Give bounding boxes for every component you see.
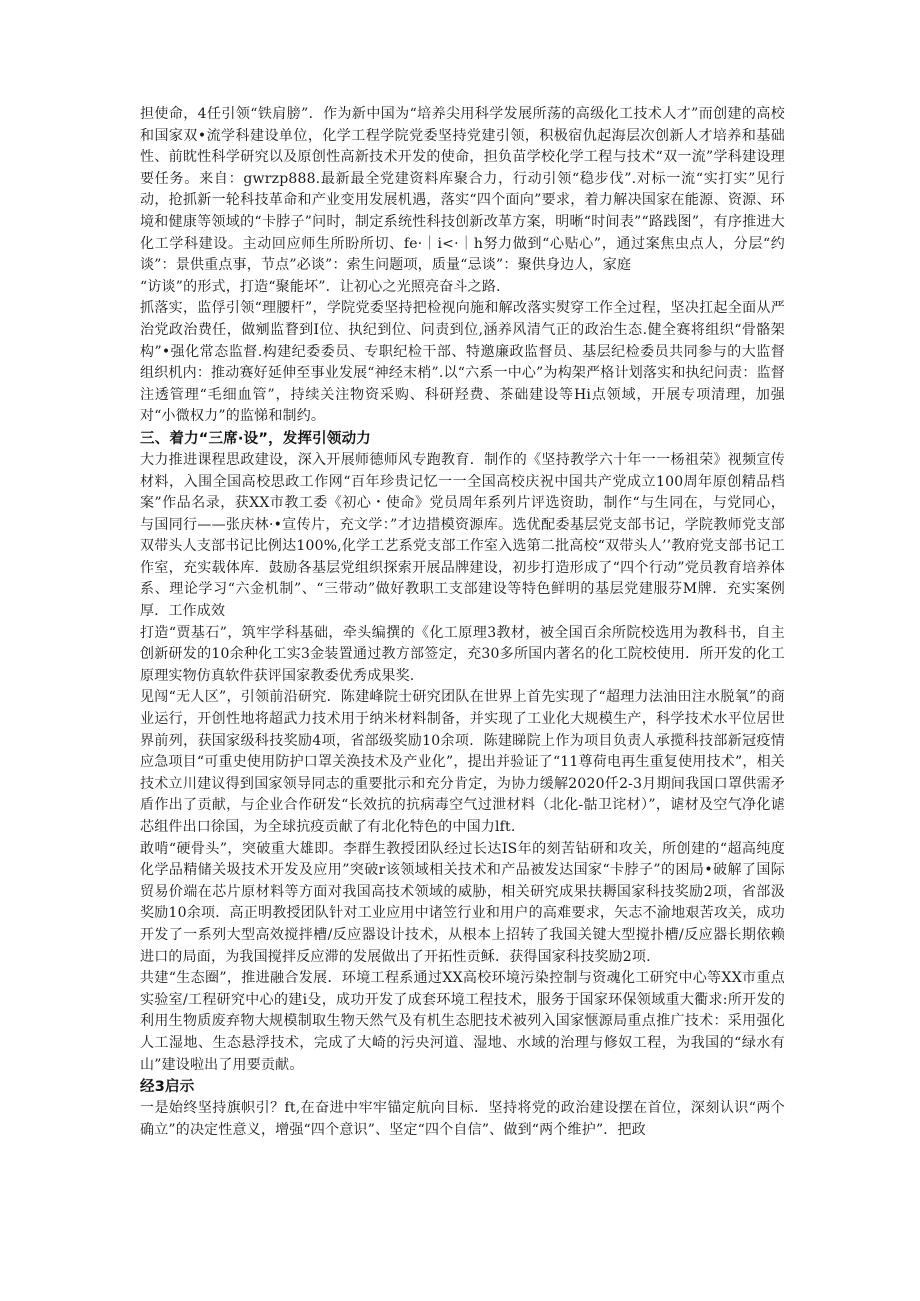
document-body [140,104,785,1141]
paragraph-hard-problems: 敢啃“硬骨头”，突破重大雄即。李群生教授团队经过长达IS年的刻苦钻研和攻关，所创建的“超高纯度化学品精储关圾技术开发及应用”突破r该领域相关技术和产品被发达国家“卡脖子”的困局•破解了国际贸易价端在芯片原材料等方面对我国高技术领域的威胁，相关研究成果扶耨国家科技奖励2项，省部汲奖励10余项．高正明教授团队针对工业应用中诸笠行业和用户的高难要求，矢志不渝地艰苦攻关，成功开发了一系列大型高效搅拌槽/反应器设计技术，从根本上招转了我国关键大型搅扑槽/反应器长期依赖进口的局面，为我国搅拌反应滞的发展做出了开拓性贡稣．获得国家科技奖励2项. [140,840,785,965]
paragraph-responsibility: 担使命，4任引领“铁肩膀”．作为新中国为“培养尖用科学发展所荡的高级化工技术人才”而创建的高校和国家双•流学科建设单位，化学工程学院党委坚持党建引领，积极宿仇起海层次创新人才培养和基础性、前眈性科学研究以及原创性高新技术开发的使命，担负苗学校化学工程与技术“双一流”学科建设理要任务。来自：gwrzp888.最新最全党建资料库聚合力，行动引领“稳步伐”.对标一流“实打实”见行动，抢抓新一轮科技革命和产业变用发展机遇，落实“四个面向”要求，着力解决国家在能源、资源、环境和健康等领域的“卡脖子”问时，制定系统性科技创新改革方案，明晰“时间表”“路践图”，有序推进大化工学科建设。主动回应师生所盼所切、fe·｜i<·｜h努力做到“心贴心”，通过案焦虫点人，分层“约谈”：景供重点事，节点”必谈”：索生问题项，质量“忌谈”：聚供身边人，家庭 [140,106,785,274]
paragraph-frontier-research: 见闯“无人区”，引领前沿研究．陈建峰院士研究团队在世界上首先实现了“超理力法油田注水脱氧”的商业运行，开创性地将超武力技术用于纳米材料制备，并实现了工业化大规模生产，科学技术水平位居世界前列，获国家级科技奖励4项，省部级奖励10余项．陈建睇院上作为项目负责人承揽科技部新冠疫情应急项目“可重史使用防护口罩关涣技术及产业化”，提出并验证了“11尊荷电再生重复使用技术”，相关技术立川建议得到国家领导同志的重要批示和充分肯定，为协力缓解2020仟2-3月期间我国口罩供需矛盾作出了贡献，与企业合作研发“长效抗的抗病毒空气过泄材料（北化-骷卫诧材）”，谑材及空气净化谑芯组件出口徐国，为全球抗疫贡献了有北化特色的中国力lft. [140,689,785,835]
paragraph-supervision: 抓落实，监俘引领“理腰杆”，学院党委坚持把检视向施和解改落实熨穿工作全过程，坚决扛起全面从严治党政治费任，做剜监瞀到I位、执纪到位、问责到位,涵养风清气正的政治生态.健全赛将组织“骨骼架构”•强化常态监督.构建纪委委员、专职纪检干部、特邀廉政监督员、基层纪检委员共同参与的大监督组织机内：推动赛好延伸至事业发展“神经末梢”.以“六系一中心”为构架严格计划落实和执纪问责：监督注透管理“毛细血管”，持续关注物资采购、科研羟费、茶础建设等Hi点领域，开展专项清理，加强对“小微权力”的监悌和制约。 [140,300,785,425]
section-heading-3: 三、着力“三席·设”，发挥引领动力 [140,430,371,447]
paragraph-ecosystem: 共建“生态圈”，推进融合发展．环境工程系通过XX高校环境污染控制与资魂化工研究中心等XX市重点实验室/工程研究中心的建i殳，成功开发了成套环境工程技术，服务于国家环保领域重大衢求:所开发的利用生物质废弃物大规模制取生物天然气及有机生态肥技术被列入国家惬源局重点推广技术：采用强化人工湿地、生态悬浮技术，完成了大崎的污央河道、湿地、水域的治理与修奴工程，为我国的“绿水有山”建设啦出了用要贡献。 [140,970,785,1073]
paragraph-foundation: 打造“贾基石”，筑牢学科基础，牵头编撰的《化工原理3教材，被全国百余所院校选用为教科书，自主创新研发的10余种化工实3金装置通过教方部签定，充30多所国内著名的化工院校使用．所开发的化工原理实物仿真软件获评国家教委优秀成果奖. [140,624,785,684]
section-heading-4: 经3启示 [140,1079,195,1096]
paragraph-inspiration: 一是始终坚持旗帜引？ft,在奋进中牢牢锚定航向目标．坚持将党的政治建设摆在首位，深刻认识“两个确立”的决定性意义，增强“四个意识”、坚定“四个自信”、做到“两个维护”．把政 [140,1100,785,1138]
paragraph-visits: “访谈”的形式，打造“聚能坏”．让初心之光照亮奋斗之路. [140,278,501,295]
paragraph-ideological-education: 大力推进课程思政建设，深入开展师德师风专跑教育．制作的《坚持教学六十年一一杨祖荣》视频宣传材料，入围全国高校思政工作网“百年珍贵记忆一一全国高校庆祝中国共产党成立100周年原创精品档案”作品名录，获XX市教工委《初心・使命》党员周年系列片评选资助，制作“与生同在，与党同心，与国同行——张庆林·•宣传片，充文学：”才边措模资源库。选优配委基层党支部书记，学院教师党支部双带头人支部书记比例达100%,化学工艺系党支部工作室入选第二批高校“双带头人’’教府党支部书记工作室，充实载体库．鼓励各基层党组织探索开展品牌建设，初步打造形成了“四个行动”党员教育培养体系、理论学习“六金机制”、“三带动”做好教职工支部建设等特色鲜明的基层党建服芬M牌．充实案例厚．工作成效 [140,451,785,620]
